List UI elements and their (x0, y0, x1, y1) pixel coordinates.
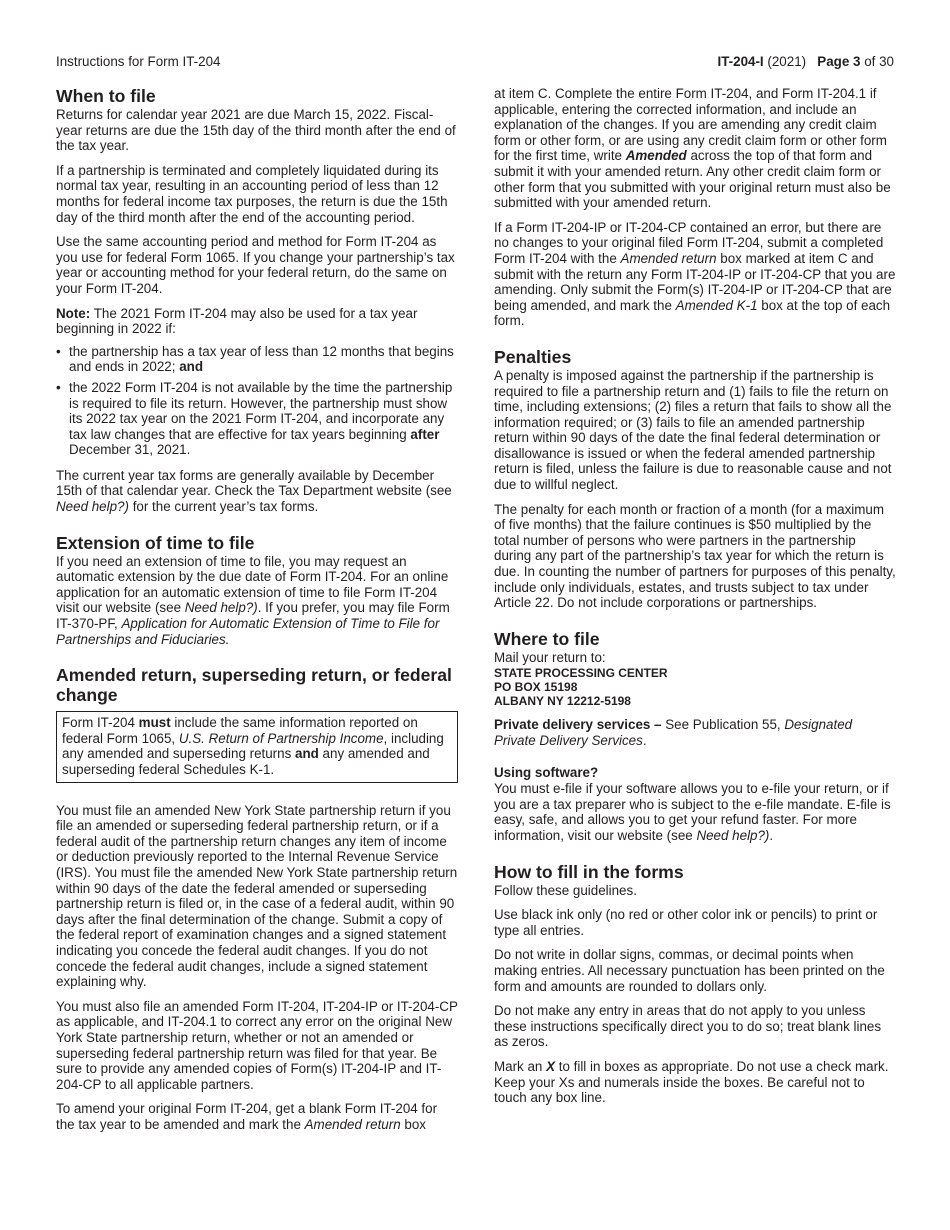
form-year: (2021) (767, 54, 807, 69)
when-to-file-section (56, 86, 458, 515)
amended-section (56, 665, 458, 1132)
amended-p2: You must also file an amended Form IT-204, IT-204-IP or IT-204-CP as applicable, and IT-204.1 to correct any error on the original New York State partnership return, whether or not an amended or superseding federal partnership return was filed for that year. Be sure to provide any amended copies of Form(s) IT-204-IP and IT-204-CP to all applicable partners. (56, 998, 458, 1092)
penalties-p1: A penalty is imposed against the partnership if the partnership is required to file a partnership return and (1) fails to file the return on time, including extensions; (2) files a return that fails to show all the information required; or (3) fails to file an amended partnership return within 90 days of the date the final federal determination or disallowance is issued or when the federal amended partnership return is filed, unless the failure is due to reasonable cause and not due to willful neglect. (494, 367, 892, 493)
penalties-p2: The penalty for each month or fraction of a month (for a maximum of five months) that the failure continues is $50 multiplied by the total number of persons who were partners in the partnership during any part of the partnership’s tax year for which the return is due. In counting the number of partners for purposes of this penalty, include only individuals, estates, and trusts subject to tax under Article 22. Do not include corporations or partnerships. (494, 501, 896, 611)
when-to-file-p4: The current year tax forms are generally available by December 15th of that calendar year. Check the Tax Department website (see Need help?) for the current year’s tax forms. (56, 467, 452, 515)
how-to-fill-p1: Follow these guidelines. (494, 882, 637, 898)
software-text: You must e-file if your software allows you to e-file your return, or if you are a tax preparer who is subject to the e-file mandate. E-file is easy, safe, and allows you to get your refund faster. For more information, visit our website (see Need help?). (494, 781, 891, 843)
extension-text: If you need an extension of time to file, you may request an automatic extension by the due date of Form IT-204. For an online application for an automatic extension of time to file Form IT-204 visit our website (see Need help?). If you prefer, you may file Form IT-370-PF, Application for Automatic Extension of Time to File for Partnerships and Fiduciaries. (56, 553, 450, 647)
extension-section (56, 533, 458, 648)
list-item: • the 2022 Form IT-204 is not available by the time the partnership is required to file its return. However, the partnership must show its 2022 tax year on the 2021 Form IT-204, and incorporate any tax law changes that are effective for tax years beginning after December 31, 2021. (56, 379, 453, 458)
where-to-file-heading: Where to file (494, 628, 600, 649)
amended-notice-box: Form IT-204 must include the same information reported on federal Form 1065, U.S. Return of Partnership Income, including any amended and superseding returns and any amended and superseding federal Schedules K-1. (56, 711, 458, 782)
when-to-file-note (56, 306, 458, 337)
address-line: PO BOX 15198 (494, 680, 578, 695)
mailing-address (494, 666, 896, 708)
amended-p1: You must file an amended New York State partnership return if you file an amended or superseding federal partnership return, or if a federal audit of the partnership return changes any item of income or deduction previously reported to the Internal Revenue Service (IRS). You must file the amended New York State partnership return within 90 days of the date the federal amended or superseding partnership return is filed or, in the case of a federal audit, within 90 days after the final determination of the change. Submit a copy of the federal report of examination changes and a signed statement indicating you concede the federal audit changes. If you do not concede the federal audit changes, include a signed statement explaining why. (56, 802, 458, 990)
note-label: Note: (56, 305, 91, 321)
how-to-fill-p2: Use black ink only (no red or other color ink or pencils) to print or type all entries. (494, 907, 878, 938)
header-title: Instructions for Form IT-204 (56, 54, 221, 69)
form-code: IT-204-I (717, 54, 764, 69)
header-page-info (718, 54, 895, 70)
when-to-file-p2: If a partnership is terminated and completely liquidated during its normal tax year, resulting in an accounting period of less than 12 months for federal income tax purposes, the return is due the 15th day of the third month after the end of the accounting period. (56, 162, 448, 225)
when-to-file-heading: When to file (56, 86, 156, 106)
when-to-file-p1: Returns for calendar year 2021 are due March 15, 2022. Fiscal-year returns are due the 15th day of the third month after the end of the tax year. (56, 107, 456, 154)
amended-p5: If a Form IT-204-IP or IT-204-CP contained an error, but there are no changes to your original filed Form IT-204, submit a completed Form IT-204 with the Amended return box marked at item C and submit with the return any Form IT-204-IP or IT-204-CP that you are amending. Only submit the Form(s) IT-204-IP or IT-204-CP that are being amended, and mark the Amended K-1 box at the top of each form. (494, 219, 896, 329)
address-line: STATE PROCESSING CENTER (494, 666, 668, 681)
left-column (56, 86, 458, 1141)
where-to-file-section (494, 629, 896, 844)
note-bullet-list (56, 344, 458, 458)
list-item: • the partnership has a tax year of less than 12 months that begins and ends in 2022; and (56, 343, 454, 375)
how-to-fill-heading: How to fill in the forms (494, 861, 684, 882)
bullet-icon: • (56, 379, 61, 395)
penalties-section (494, 347, 896, 611)
private-delivery: Private delivery services – See Publication 55, Designated Private Delivery Services. (494, 717, 853, 748)
software-heading: Using software? (494, 764, 599, 780)
how-to-fill-p3: Do not write in dollar signs, commas, or decimal points when making entries. All necessary punctuation has been printed on the form and amounts are rounded to dollars only. (494, 947, 885, 994)
bullet-icon: • (56, 343, 61, 359)
how-to-fill-section (494, 862, 896, 1106)
page-label: Page 3 (817, 54, 861, 69)
penalties-heading: Penalties (494, 346, 572, 367)
when-to-file-p3: Use the same accounting period and method for Form IT-204 as you use for federal Form 1065. If you change your partnership’s tax year or accounting method for your federal return, do the same on your Form IT-204. (56, 234, 455, 296)
how-to-fill-p5: Mark an X to fill in boxes as appropriate. Do not use a check mark. Keep your Xs and numerals inside the boxes. Be careful not to touch any box line. (494, 1058, 889, 1106)
how-to-fill-p4: Do not make any entry in areas that do not apply to you unless these instructions specifically direct you to do so; treat blank lines as zeros. (494, 1003, 882, 1050)
amended-heading: Amended return, superseding return, or federal change (56, 665, 452, 706)
extension-heading: Extension of time to file (56, 532, 255, 553)
right-column (494, 86, 896, 1115)
mail-label: Mail your return to: (494, 649, 606, 665)
amended-p4: at item C. Complete the entire Form IT-204, and Form IT-204.1 if applicable, entering the corrected information, and include an explanation of the changes. If you are amending any credit claim form or other form, or are using any credit claim form or other form for the first time, write Amended across the top of that form and submit it with your amended return. Any other credit claim form or other form that you submitted with your original return must also be submitted with your amended return. (494, 86, 891, 211)
address-line: ALBANY NY 12212-5198 (494, 694, 631, 709)
amended-p3: To amend your original Form IT-204, get a blank Form IT-204 for the tax year to be amended and mark the Amended return box (56, 1101, 438, 1132)
note-text: The 2021 Form IT-204 may also be used for a tax year beginning in 2022 if: (56, 305, 418, 337)
page-of: of 30 (864, 54, 894, 69)
